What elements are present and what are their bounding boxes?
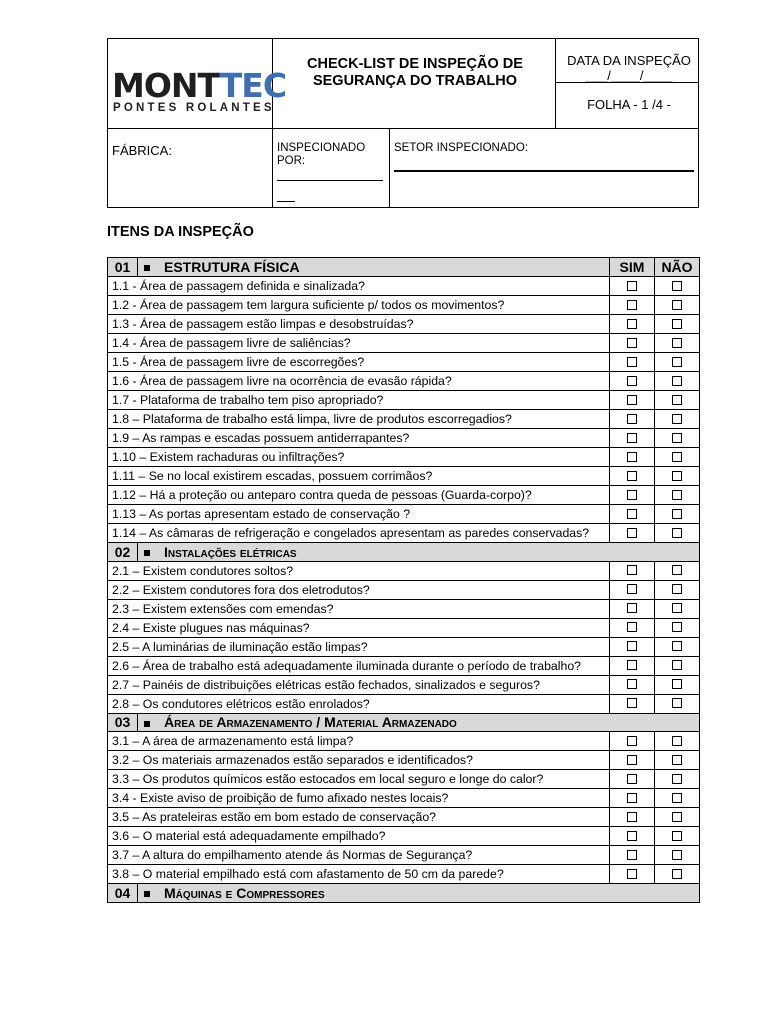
checklist-item-row [108, 675, 700, 694]
inspection-date-label: DATA DA INSPEÇÃO [567, 53, 691, 68]
checklist-item-text: 1.2 - Área de passagem tem largura suficiente p/ todos os movimentos? [108, 295, 610, 314]
checklist-table [107, 257, 700, 903]
checklist-item-text: 2.1 – Existem condutores soltos? [108, 561, 610, 580]
column-header-sim: SIM [610, 258, 655, 277]
checklist-item-text: 2.2 – Existem condutores fora dos eletrodutos? [108, 580, 610, 599]
checkbox-sim[interactable] [627, 565, 637, 575]
checkbox-sim[interactable] [627, 774, 637, 784]
checkbox-nao[interactable] [672, 338, 682, 348]
checklist-item-text: 2.3 – Existem extensões com emendas? [108, 599, 610, 618]
checkbox-sim[interactable] [627, 281, 637, 291]
checkbox-sim[interactable] [627, 414, 637, 424]
checklist-item-row [108, 846, 700, 865]
checkbox-sim[interactable] [627, 376, 637, 386]
section-title: Área de Armazenamento / Material Armazenado [164, 714, 457, 731]
checkbox-sim[interactable] [627, 812, 637, 822]
checklist-item-text: 1.10 – Existem rachaduras ou infiltrações? [108, 447, 610, 466]
checkbox-sim[interactable] [627, 869, 637, 879]
checklist-item-text: 3.7 – A altura do empilhamento atende ás Normas de Segurança? [108, 846, 610, 865]
checklist-item-row [108, 732, 700, 751]
sector-label: SETOR INSPECIONADO: [394, 142, 528, 154]
checklist-item-text: 1.1 - Área de passagem definida e sinalizada? [108, 276, 610, 295]
checkbox-nao[interactable] [672, 660, 682, 670]
section-header-row [108, 713, 700, 732]
checkbox-sim[interactable] [627, 831, 637, 841]
checklist-item-row [108, 409, 700, 428]
checklist-item-row [108, 865, 700, 884]
checkbox-sim[interactable] [627, 490, 637, 500]
checkbox-nao[interactable] [672, 869, 682, 879]
checklist-item-text: 1.11 – Se no local existirem escadas, possuem corrimãos? [108, 466, 610, 485]
checklist-item-text: 1.12 – Há a proteção ou anteparo contra queda de pessoas (Guarda-corpo)? [108, 485, 610, 504]
checklist-item-text: 3.1 – A área de armazenamento está limpa? [108, 732, 610, 751]
checkbox-sim[interactable] [627, 793, 637, 803]
checkbox-sim[interactable] [627, 755, 637, 765]
checkbox-sim[interactable] [627, 433, 637, 443]
checklist-item-text: 2.4 – Existe plugues nas máquinas? [108, 618, 610, 637]
checkbox-nao[interactable] [672, 490, 682, 500]
checkbox-sim[interactable] [627, 698, 637, 708]
checklist-item-row [108, 770, 700, 789]
checkbox-sim[interactable] [627, 679, 637, 689]
checklist-item-text: 2.7 – Painéis de distribuições elétricas estão fechados, sinalizados e seguros? [108, 675, 610, 694]
checkbox-nao[interactable] [672, 831, 682, 841]
checkbox-nao[interactable] [672, 300, 682, 310]
checklist-item-text: 2.5 – A luminárias de iluminação estão limpas? [108, 637, 610, 656]
section-number: 02 [108, 542, 138, 561]
checkbox-sim[interactable] [627, 319, 637, 329]
checkbox-nao[interactable] [672, 414, 682, 424]
checkbox-sim[interactable] [627, 736, 637, 746]
checklist-item-row [108, 618, 700, 637]
section-heading: ITENS DA INSPEÇÃO [107, 224, 254, 240]
checklist-item-row [108, 523, 700, 542]
checkbox-sim[interactable] [627, 850, 637, 860]
section-number: 03 [108, 713, 138, 732]
checklist-item-text: 1.4 - Área de passagem livre de saliências? [108, 333, 610, 352]
checkbox-nao[interactable] [672, 641, 682, 651]
checklist-item-text: 3.5 – As prateleiras estão em bom estado de conservação? [108, 808, 610, 827]
checklist-item-text: 1.6 - Área de passagem livre na ocorrência de evasão rápida? [108, 371, 610, 390]
checkbox-sim[interactable] [627, 300, 637, 310]
inspected-by-field-continuation [277, 201, 295, 202]
checklist-item-text: 3.3 – Os produtos químicos estão estocados em local seguro e longe do calor? [108, 770, 610, 789]
checklist-item-row [108, 827, 700, 846]
checkbox-sim[interactable] [627, 603, 637, 613]
inspected-by-field[interactable] [277, 180, 383, 181]
checkbox-sim[interactable] [627, 509, 637, 519]
checklist-item-row [108, 485, 700, 504]
checkbox-nao[interactable] [672, 622, 682, 632]
checklist-item-row [108, 371, 700, 390]
bullet-square-icon [144, 891, 150, 897]
checklist-item-row [108, 694, 700, 713]
checklist-item-row [108, 637, 700, 656]
checklist-item-text: 1.9 – As rampas e escadas possuem antiderrapantes? [108, 428, 610, 447]
checkbox-sim[interactable] [627, 622, 637, 632]
checklist-item-text: 3.2 – Os materiais armazenados estão separados e identificados? [108, 751, 610, 770]
checkbox-nao[interactable] [672, 509, 682, 519]
checklist-item-text: 3.4 - Existe aviso de proibição de fumo afixado nestes locais? [108, 789, 610, 808]
checkbox-sim[interactable] [627, 528, 637, 538]
checklist-item-row [108, 447, 700, 466]
checkbox-sim[interactable] [627, 584, 637, 594]
checkbox-sim[interactable] [627, 471, 637, 481]
checkbox-nao[interactable] [672, 755, 682, 765]
sector-field[interactable] [394, 170, 694, 172]
column-header-nao: NÃO [655, 258, 700, 277]
inspection-date-field[interactable]: ___/____/____ [585, 68, 673, 83]
factory-label: FÁBRICA: [112, 143, 172, 158]
checkbox-nao[interactable] [672, 357, 682, 367]
checkbox-nao[interactable] [672, 584, 682, 594]
checklist-item-row [108, 314, 700, 333]
checklist-item-row [108, 295, 700, 314]
checkbox-nao[interactable] [672, 679, 682, 689]
checkbox-nao[interactable] [672, 774, 682, 784]
checklist-item-text: 2.8 – Os condutores elétricos estão enrolados? [108, 694, 610, 713]
checkbox-nao[interactable] [672, 565, 682, 575]
checklist-item-text: 1.8 – Plataforma de trabalho está limpa, livre de produtos escorregadios? [108, 409, 610, 428]
checklist-item-row [108, 466, 700, 485]
checklist-item-text: 1.13 – As portas apresentam estado de conservação ? [108, 504, 610, 523]
checklist-item-row [108, 751, 700, 770]
document-title: CHECK-LIST DE INSPEÇÃO DE SEGURANÇA DO TRABALHO [307, 56, 523, 89]
checkbox-sim[interactable] [627, 660, 637, 670]
checklist-item-text: 2.6 – Área de trabalho está adequadamente iluminada durante o período de trabalho? [108, 656, 610, 675]
checkbox-nao[interactable] [672, 471, 682, 481]
checklist-item-row [108, 352, 700, 371]
checklist-item-row [108, 276, 700, 295]
checklist-item-row [108, 428, 700, 447]
checkbox-nao[interactable] [672, 603, 682, 613]
checkbox-nao[interactable] [672, 793, 682, 803]
checkbox-sim[interactable] [627, 395, 637, 405]
checklist-item-row [108, 789, 700, 808]
form-header [107, 38, 699, 208]
montec-logo: MONTTEC PONTES ROLANTES [112, 66, 287, 114]
logo-subtitle: PONTES ROLANTES [113, 102, 275, 114]
checkbox-nao[interactable] [672, 281, 682, 291]
checkbox-sim[interactable] [627, 641, 637, 651]
checklist-item-row [108, 580, 700, 599]
section-number: 04 [108, 884, 138, 903]
checklist-item-text: 1.7 - Plataforma de trabalho tem piso apropriado? [108, 390, 610, 409]
section-header-row [108, 884, 700, 903]
checkbox-nao[interactable] [672, 736, 682, 746]
section-header-row [108, 542, 700, 561]
checkbox-nao[interactable] [672, 812, 682, 822]
checklist-item-text: 1.5 - Área de passagem livre de escorregões? [108, 352, 610, 371]
checklist-item-row [108, 656, 700, 675]
section-number: 01 [108, 258, 138, 277]
checklist-item-row [108, 333, 700, 352]
inspected-by-label: INSPECIONADO POR: [277, 142, 366, 167]
bullet-square-icon [144, 550, 150, 556]
checkbox-sim[interactable] [627, 357, 637, 367]
checkbox-nao[interactable] [672, 319, 682, 329]
section-title: Instalações elétricas [164, 543, 297, 560]
bullet-square-icon [144, 265, 150, 271]
checklist-item-text: 1.14 – As câmaras de refrigeração e congelados apresentam as paredes conservadas? [108, 523, 610, 542]
checkbox-nao[interactable] [672, 850, 682, 860]
checklist-item-row [108, 599, 700, 618]
checklist-item-text: 1.3 - Área de passagem estão limpas e desobstruídas? [108, 314, 610, 333]
checkbox-nao[interactable] [672, 452, 682, 462]
checklist-item-row [108, 390, 700, 409]
checkbox-nao[interactable] [672, 698, 682, 708]
checkbox-sim[interactable] [627, 452, 637, 462]
section-title: ESTRUTURA FÍSICA [164, 258, 300, 275]
checkbox-sim[interactable] [627, 338, 637, 348]
checkbox-nao[interactable] [672, 528, 682, 538]
section-header-row [108, 258, 700, 277]
checklist-item-text: 3.6 – O material está adequadamente empilhado? [108, 827, 610, 846]
checklist-item-row [108, 808, 700, 827]
checkbox-nao[interactable] [672, 395, 682, 405]
checklist-item-row [108, 561, 700, 580]
section-title: Máquinas e Compressores [164, 885, 325, 902]
bullet-square-icon [144, 721, 150, 727]
page-counter: FOLHA - 1 /4 - [587, 97, 671, 112]
checklist-item-row [108, 504, 700, 523]
checkbox-nao[interactable] [672, 433, 682, 443]
checklist-item-text: 3.8 – O material empilhado está com afastamento de 50 cm da parede? [108, 865, 610, 884]
checkbox-nao[interactable] [672, 376, 682, 386]
